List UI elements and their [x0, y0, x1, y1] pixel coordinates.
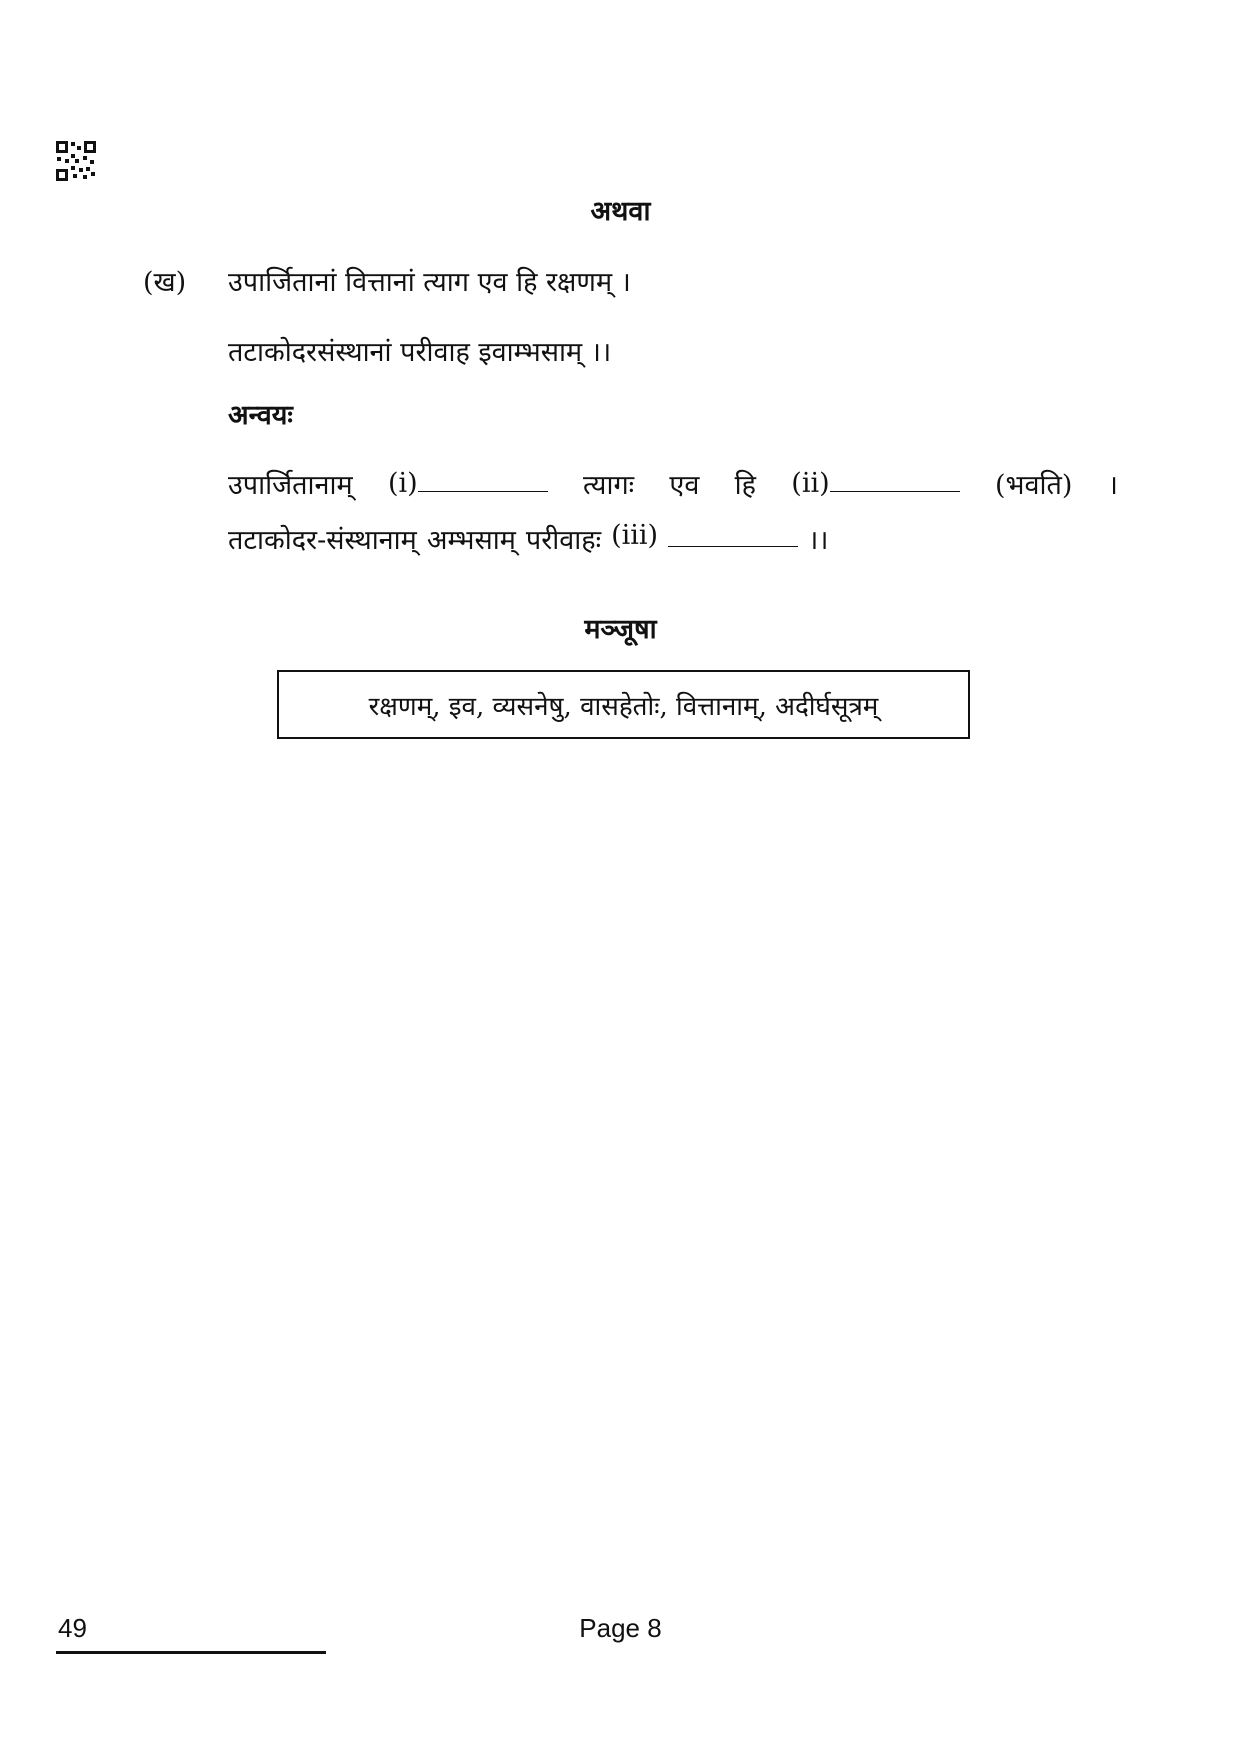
blank-number: (i) — [387, 468, 418, 499]
verse-line-2: तटाकोदरसंस्थानां परीवाह इवाम्भसाम् ।। — [228, 337, 612, 368]
anvaya-word: हि — [734, 470, 756, 501]
blank-ii — [791, 465, 959, 502]
anvaya-row-1 — [228, 465, 1118, 502]
anvaya-word: (भवति) — [994, 470, 1073, 501]
qr-code-icon — [56, 141, 96, 181]
anvaya-word: उपार्जितानाम् — [228, 470, 353, 501]
word-box — [277, 670, 970, 739]
anvaya-word: अम्भसाम् — [426, 525, 516, 556]
anvaya-word: परीवाहः — [525, 525, 602, 556]
anvaya-word: ।। — [808, 525, 829, 556]
blank-line — [418, 465, 548, 492]
blank-number: (iii) — [611, 520, 659, 551]
blank-line — [668, 520, 798, 547]
anvaya-word: । — [1107, 470, 1118, 501]
word-box-words: रक्षणम्, इव, व्यसनेषु, वासहेतोः, वित्तानाम्, अदीर्घसूत्रम् — [368, 691, 879, 722]
manjusha-heading: मञ्जूषा — [584, 614, 657, 645]
anvaya-label: अन्वयः — [228, 400, 293, 431]
verse-line-1: उपार्जितानां वित्तानां त्याग एव हि रक्षणम् । — [228, 267, 631, 298]
anvaya-word: एव — [669, 470, 700, 501]
anvaya-row-2 — [228, 520, 1118, 557]
blank-number: (ii) — [791, 468, 830, 499]
footer-code: 49 — [58, 1613, 87, 1643]
blank-line — [830, 465, 960, 492]
or-heading: अथवा — [590, 196, 651, 227]
question-label: (ख) — [143, 267, 187, 298]
anvaya-word: तटाकोदर-संस्थानाम् — [228, 525, 417, 556]
footer-underline — [56, 1651, 326, 1654]
page-number: Page 8 — [579, 1613, 662, 1643]
blank-i — [388, 465, 548, 502]
anvaya-word: त्यागः — [582, 470, 635, 501]
